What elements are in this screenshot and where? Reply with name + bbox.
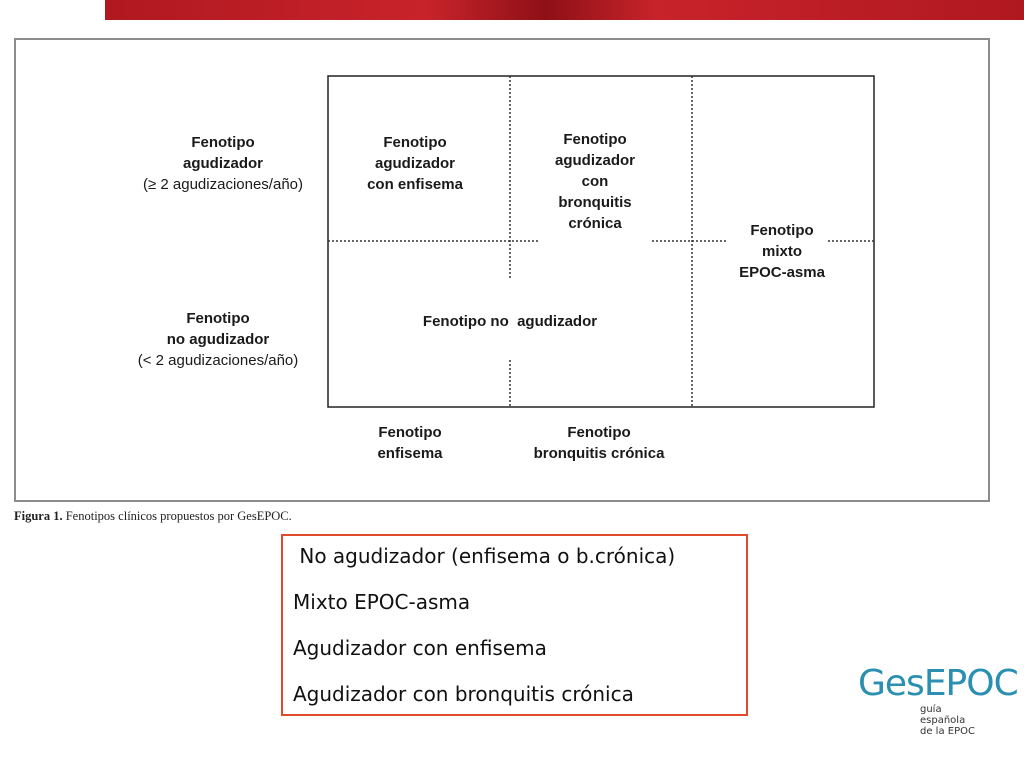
cell-agudizador-bronquitis-line2: agudizador [554,152,635,169]
gesepoc-logo [858,664,1018,744]
col-label-enfisema [330,422,490,464]
cell-mixto-line3: EPOC-asma [739,264,825,281]
summary-item: Mixto EPOC-asma [293,590,471,614]
cell-agudizador-bronquitis-line3: con [581,173,609,190]
row-label-no-agudizador-detail: (< 2 agudizaciones/año) [137,352,299,369]
cell-mixto-line2: mixto [761,243,802,260]
cell-agudizador-bronquitis-line1: Fenotipo [563,131,627,148]
cell-mixto-line1: Fenotipo [750,222,814,239]
cell-agudizador-enfisema-line1: Fenotipo [383,134,447,151]
col-label-bronquitis-line1: Fenotipo [567,424,631,441]
cell-agudizador-bronquitis-line4: bronquitis [558,194,632,211]
summary-item: No agudizador (enfisema o b.crónica) [293,544,676,568]
row-label-agudizador-detail: (≥ 2 agudizaciones/año) [143,176,303,193]
logo-ges: Ges [858,663,924,704]
figure-caption [14,509,292,524]
logo-tagline-line1: guía [920,704,942,715]
col-label-bronquitis [510,422,688,464]
row-label-no-agudizador-line2: no agudizador [166,331,270,348]
figure-caption-text: Fenotipos clínicos propuestos por GesEPOC. [65,509,292,523]
logo-tagline-line3: de la EPOC [920,726,975,737]
row-label-agudizador-line2: agudizador [182,155,263,172]
gesepoc-logo-tagline [920,704,975,737]
cell-mixto-epoc-asma [718,220,846,283]
figure-caption-prefix: Figura 1. [14,509,63,523]
cell-agudizador-enfisema [335,132,495,195]
cell-agudizador-enfisema-line2: agudizador [374,155,455,172]
col-label-enfisema-line2: enfisema [377,445,443,462]
cell-agudizador-bronquitis [515,129,675,234]
phenotype-summary-box [281,534,748,716]
cell-agudizador-bronquitis-line5: crónica [568,215,622,232]
gesepoc-logo-wordmark [858,664,1018,704]
col-label-enfisema-line1: Fenotipo [378,424,442,441]
row-label-no-agudizador [123,308,313,371]
cell-no-agudizador [400,311,620,332]
logo-tagline-line2: española [920,715,966,726]
row-label-no-agudizador-line1: Fenotipo [186,310,250,327]
col-label-bronquitis-line2: bronquitis crónica [533,445,665,462]
summary-item: Agudizador con bronquitis crónica [293,682,634,706]
cell-no-agudizador-text: Fenotipo no agudizador [422,313,598,330]
logo-epoc: EPOC [923,663,1018,704]
summary-item: Agudizador con enfisema [293,636,547,660]
row-label-agudizador [128,132,318,195]
cell-agudizador-enfisema-line3: con enfisema [367,176,463,193]
row-label-agudizador-line1: Fenotipo [191,134,255,151]
